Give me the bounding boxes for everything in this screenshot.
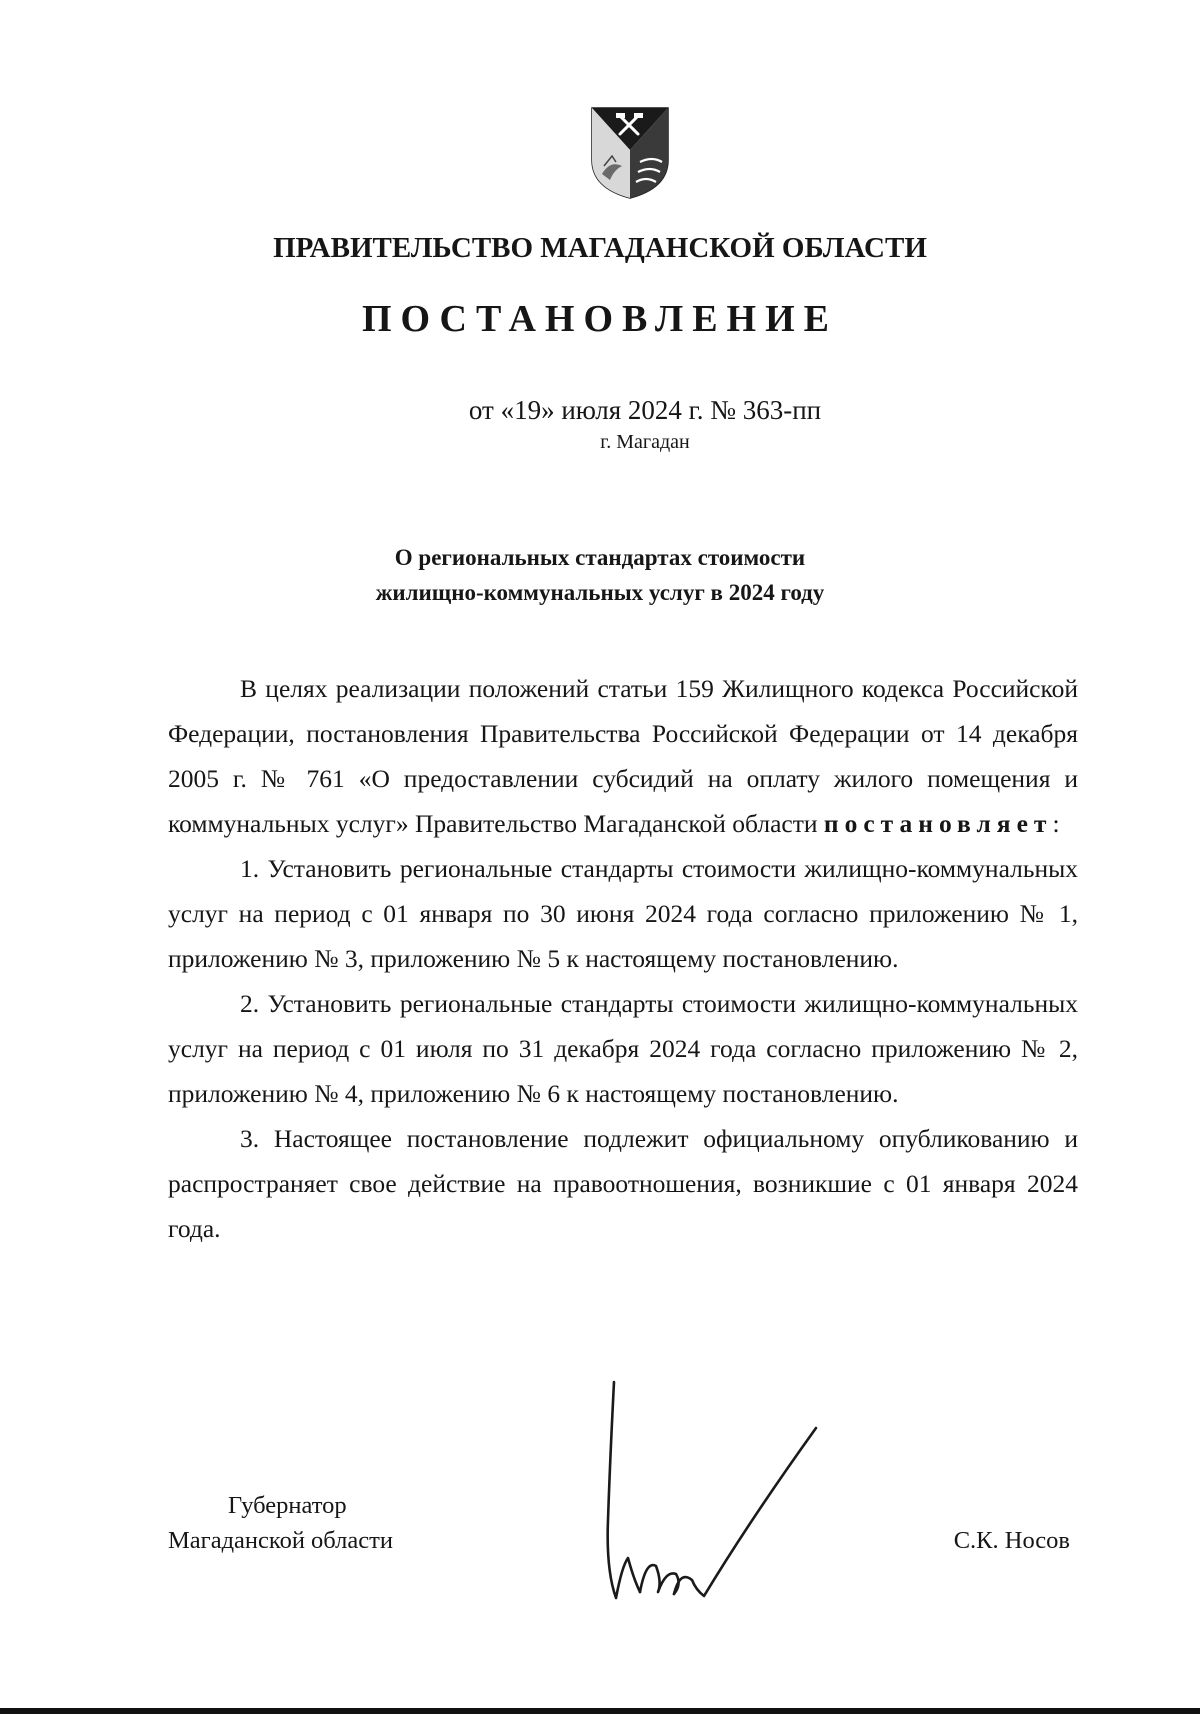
signer-name: С.К. Носов (953, 1527, 1070, 1554)
document-body (168, 666, 1078, 1251)
subject-line-2: жилищно-коммунальных услуг в 2024 году (375, 580, 825, 605)
signer-role (168, 1488, 528, 1558)
preamble-paragraph (168, 666, 1078, 846)
subject-line-1: О региональных стандартах стоимости (394, 545, 806, 570)
document-city: г. Магадан (600, 431, 690, 453)
signer-role-line-1: Губернатор (228, 1492, 347, 1519)
government-name: ПРАВИТЕЛЬСТВО МАГАДАНСКОЙ ОБЛАСТИ (273, 232, 927, 264)
clause-1: 1. Установить региональные стандарты стоимости жилищно-коммунальных услуг на период с 01 января по 30 июня 2024 года согласно приложению № 1, приложению № 3, приложению № 5 к настоящему постановлению. (168, 854, 1078, 973)
document-date-number: от «19» июля 2024 г. № 363-пп (468, 395, 822, 425)
handwritten-signature-icon (600, 1370, 830, 1610)
document-subject (250, 540, 950, 610)
resolves-word: постановляет (823, 809, 1053, 838)
bottom-border-line (0, 1708, 1200, 1714)
magadan-coat-of-arms-icon (588, 104, 672, 200)
preamble-text: В целях реализации положений статьи 159 Жилищного кодекса Российской Федерации, постановления Правительства Российской Федерации от 14 декабря 2005 г. № 761 «О предоставлении субсидий на оплату жилого помещения и коммунальных услуг» Правительство Магаданской области (168, 674, 1078, 838)
preamble-colon: : (1052, 809, 1060, 838)
clause-2: 2. Установить региональные стандарты стоимости жилищно-коммунальных услуг на период с 01 июля по 31 декабря 2024 года согласно приложению № 2, приложению № 4, приложению № 6 к настоящему постановлению. (168, 989, 1078, 1108)
document-type: ПОСТАНОВЛЕНИЕ (361, 298, 839, 340)
clause-3: 3. Настоящее постановление подлежит официальному опубликованию и распространяет свое действие на правоотношения, возникшие с 01 января 2024 года. (168, 1124, 1078, 1243)
signer-role-line-2: Магаданской области (168, 1527, 393, 1554)
